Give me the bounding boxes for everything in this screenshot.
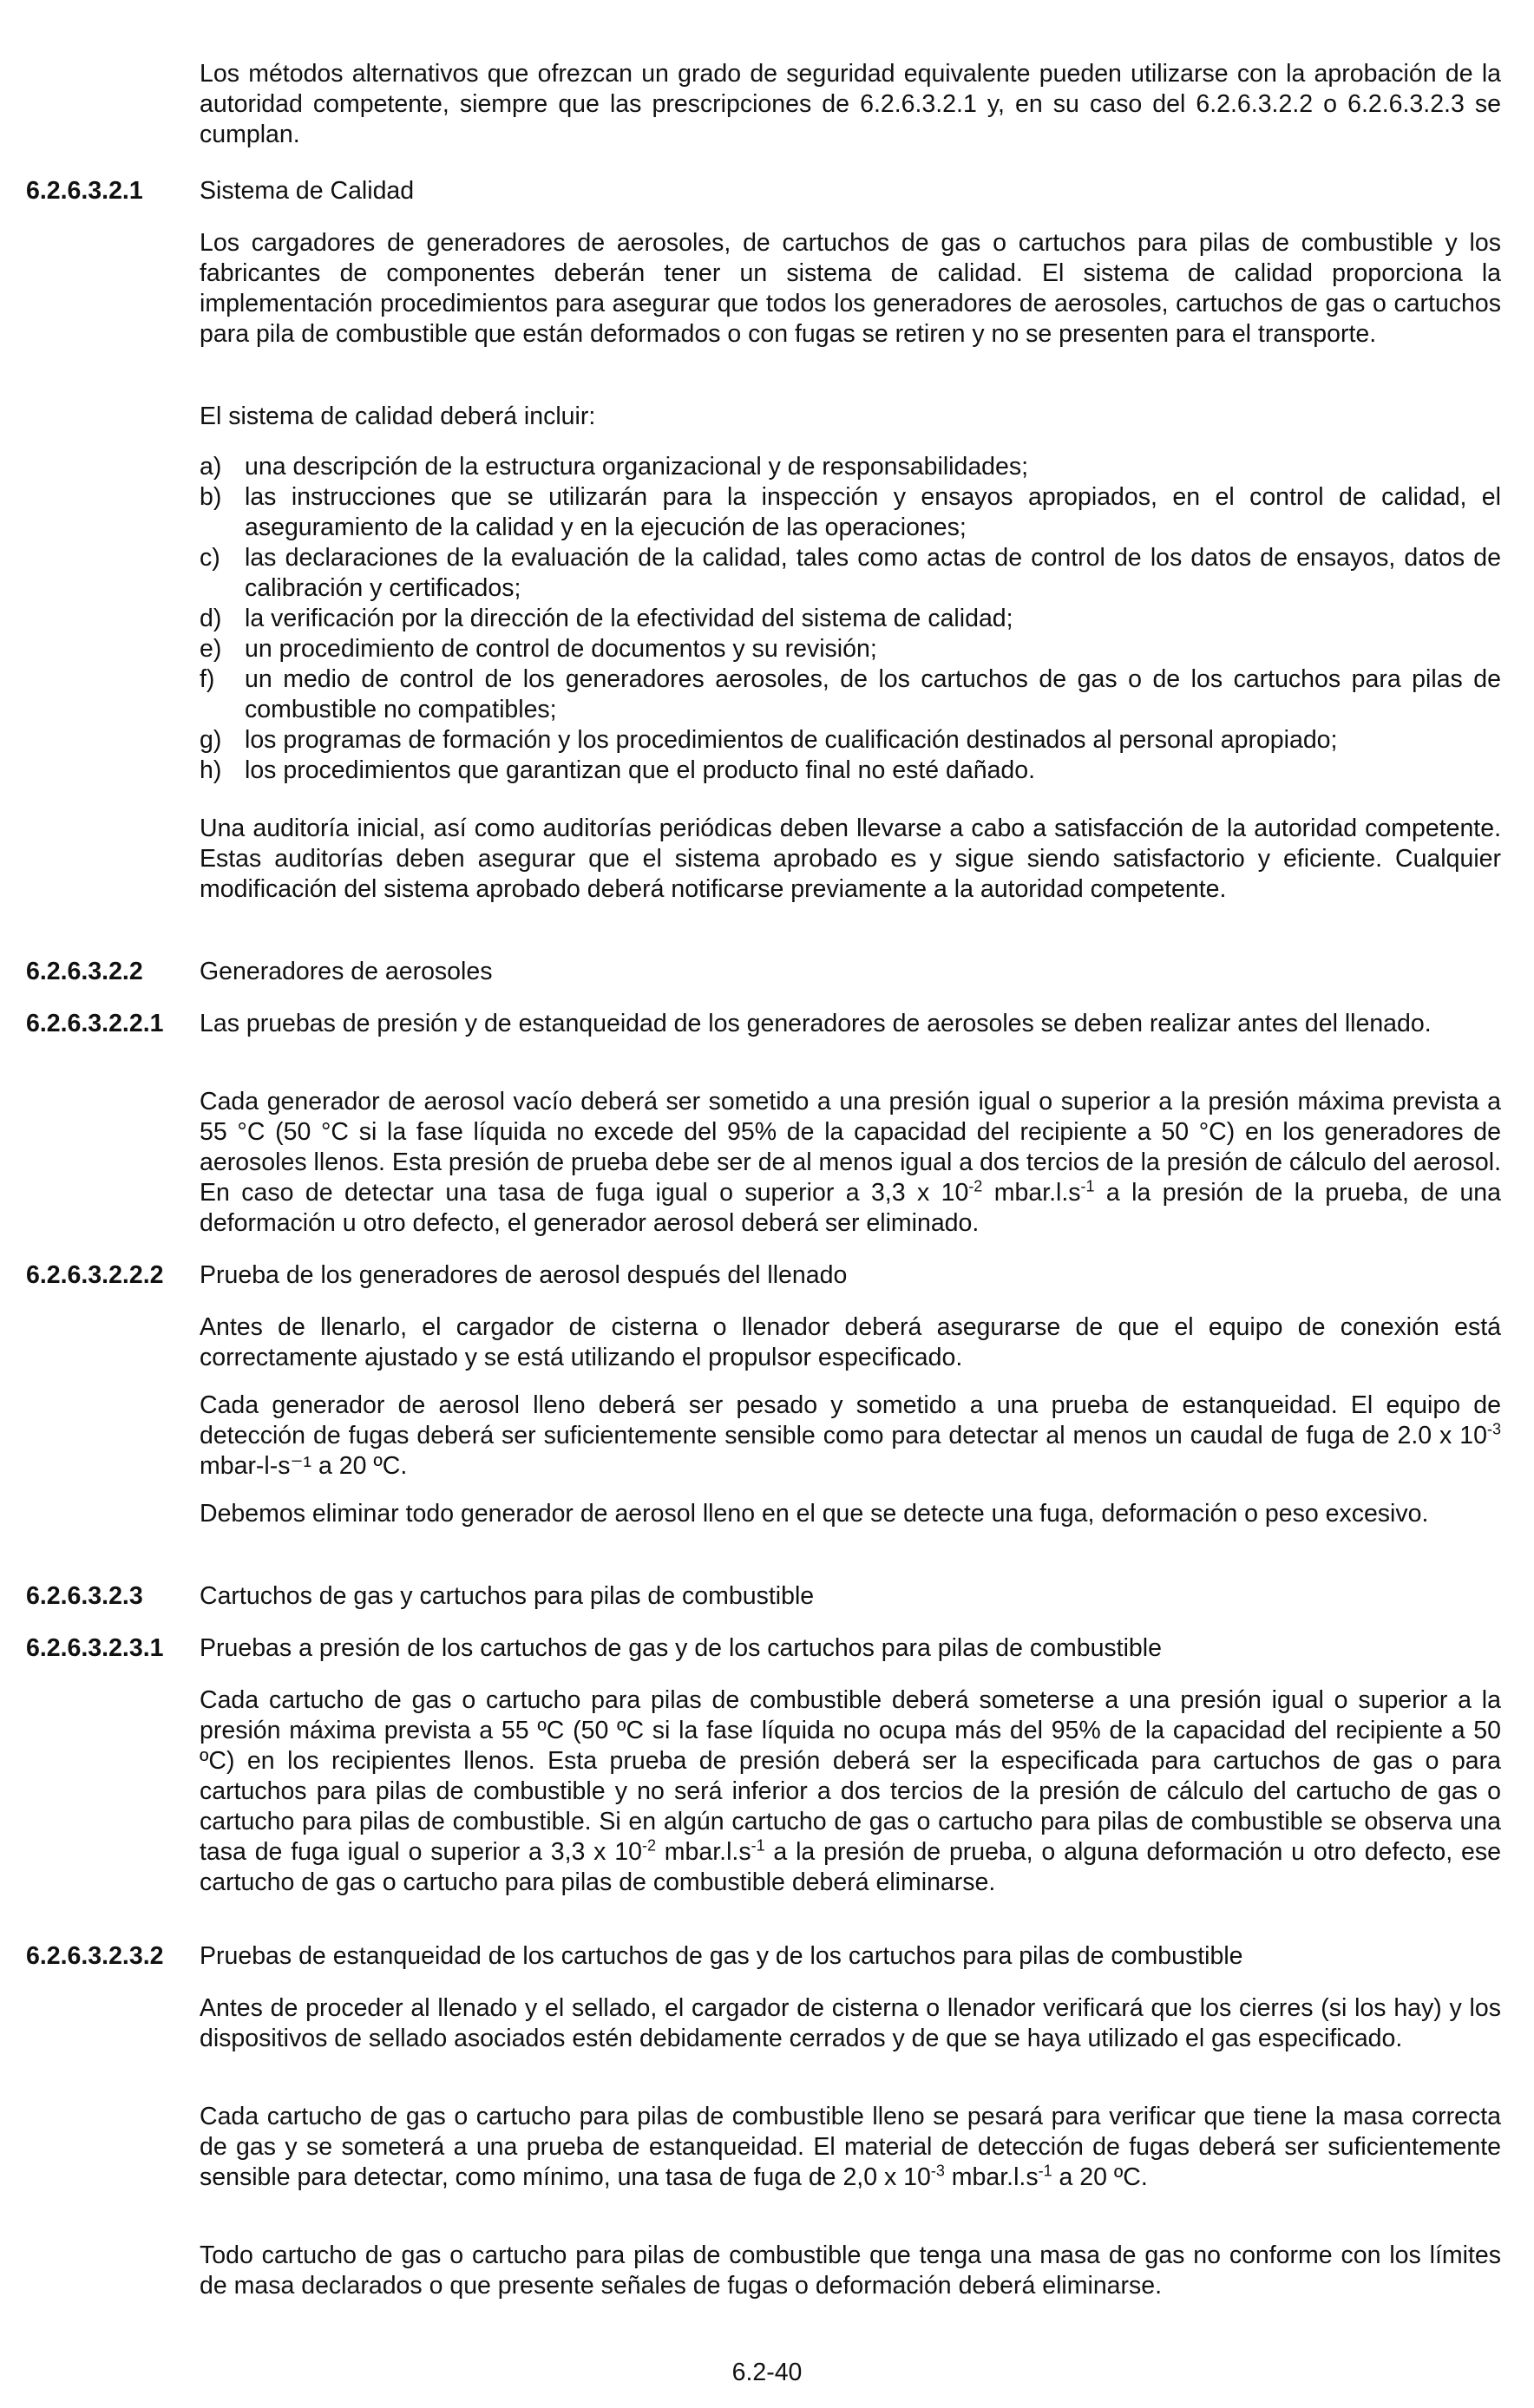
section-number-6-2-6-3-2-3-1: 6.2.6.3.2.3.1	[26, 1634, 164, 1662]
quality-system-paragraph: Los cargadores de generadores de aerosoles, de cartuchos de gas o cartuchos para pilas de combustible y los fabricantes de componentes deberán tener un sistema de calidad. El sistema de calidad proporciona la implementación procedimientos para asegurar que todos los generadores de aerosoles, cartuchos de gas o cartuchos para pila de combustible que están deformados o con fugas se retiren y no se presenten para el transporte.	[200, 229, 1501, 348]
section-number-6-2-6-3-2-3-2: 6.2.6.3.2.3.2	[26, 1942, 164, 1970]
list-item: b) las instrucciones que se utilizarán para la inspección y ensayos apropiados, en el control de calidad, el aseguramiento de la calidad y en la ejecución de las operaciones;	[200, 483, 1501, 541]
filling-check-paragraph: Antes de llenarlo, el cargador de cisterna o llenador deberá asegurarse de que el equipo de conexión está correctamente ajustado y se está utilizando el propulsor especificado.	[200, 1313, 1501, 1371]
section-number-6-2-6-3-2-1: 6.2.6.3.2.1	[26, 177, 143, 205]
cartridge-leak-paragraph: Cada cartucho de gas o cartucho para pilas de combustible lleno se pesará para verificar que tiene la masa correcta de gas y se someterá a una prueba de estanqueidad. El material de detección de fugas deberá ser suficientemente sensible para detectar, como mínimo, una tasa de fuga de 2,0 x $10^{-3}$ $mbar.l.s^{-1}$ a 20 ºC.	[200, 2103, 1501, 2191]
list-item: f) un medio de control de los generadores aerosoles, de los cartuchos de gas o de los cartuchos para pilas de combustible no compatibles;	[200, 665, 1501, 723]
intro-paragraph: Los métodos alternativos que ofrezcan un grado de seguridad equivalente pueden utilizarse con la aprobación de la autoridad competente, siempre que las prescripciones de 6.2.6.3.2.1 y, en su caso del 6.2.6.3.2.2 o 6.2.6.3.2.3 se cumplan.	[200, 60, 1501, 148]
sealing-check-paragraph: Antes de proceder al llenado y el sellado, el cargador de cisterna o llenador verificará que los cierres (si los hay) y los dispositivos de sellado asociados estén debidamente cerrados y de que se haya utilizado el gas especificado.	[200, 1994, 1501, 2052]
cartridge-pressure-paragraph: Cada cartucho de gas o cartucho para pilas de combustible deberá someterse a una presión igual o superior a la presión máxima prevista a 55 ºC (50 ºC si la fase líquida no ocupa más del 95% de la capacidad del recipiente a 50 ºC) en los recipientes llenos. Esta prueba de presión deberá ser la especificada para cartuchos de gas o para cartuchos para pilas de combustible y no será inferior a dos tercios de la presión de cálculo del cartucho de gas o cartucho para pilas de combustible. Si en algún cartucho de gas o cartucho para pilas de combustible se observa una tasa de fuga igual o superior a 3,3 x $10^{-2}$ $mbar.l.s^{-1}$ a la presión de prueba, o alguna deformación u otro defecto, ese cartucho de gas o cartucho para pilas de combustible deberá eliminarse.	[200, 1686, 1501, 1896]
quality-system-include-label: El sistema de calidad deberá incluir:	[200, 402, 596, 430]
list-item: a) una descripción de la estructura organizacional y de responsabilidades;	[200, 453, 1029, 481]
section-title-generadores: Generadores de aerosoles	[200, 958, 493, 985]
list-item: g) los programas de formación y los procedimientos de cualificación destinados al personal apropiado;	[200, 726, 1338, 754]
section-title-pruebas-estanqueidad: Pruebas de estanqueidad de los cartuchos de gas y de los cartuchos para pilas de combustible	[200, 1942, 1243, 1970]
elimination-paragraph: Debemos eliminar todo generador de aerosol lleno en el que se detecte una fuga, deformación o peso excesivo.	[200, 1500, 1429, 1528]
section-number-6-2-6-3-2-3: 6.2.6.3.2.3	[26, 1582, 143, 1610]
cartridge-elimination-paragraph: Todo cartucho de gas o cartucho para pilas de combustible que tenga una masa de gas no conforme con los límites de masa declarados o que presente señales de fugas o deformación deberá eliminarse.	[200, 2241, 1501, 2300]
list-item: e) un procedimiento de control de documentos y su revisión;	[200, 635, 877, 663]
section-title-pruebas-presion: Pruebas a presión de los cartuchos de gas y de los cartuchos para pilas de combustible	[200, 1634, 1162, 1662]
section-title-cartuchos: Cartuchos de gas y cartuchos para pilas de combustible	[200, 1582, 815, 1610]
section-number-6-2-6-3-2-2-1: 6.2.6.3.2.2.1	[26, 1010, 164, 1037]
section-number-6-2-6-3-2-2-2: 6.2.6.3.2.2.2	[26, 1261, 164, 1289]
audit-paragraph: Una auditoría inicial, así como auditorías periódicas deben llevarse a cabo a satisfacción de la autoridad competente. Estas auditorías deben asegurar que el sistema aprobado es y sigue siendo satisfactorio y eficiente. Cualquier modificación del sistema aprobado deberá notificarse previamente a la autoridad competente.	[200, 815, 1501, 903]
page-number: 6.2-40	[731, 2359, 803, 2386]
pressure-test-paragraph: Cada generador de aerosol vacío deberá ser sometido a una presión igual o superior a la presión máxima prevista a 55 °C (50 °C si la fase líquida no excede del 95% de la capacidad del recipiente a 50 °C) en los generadores de aerosoles llenos. Esta presión de prueba debe ser de al menos igual a dos tercios de la presión de cálculo del aerosol. En caso de detectar una tasa de fuga igual o superior a 3,3 x $10^{-2}$ $mbar.l.s^{-1}$ a la presión de la prueba, de una deformación u otro defecto, el generador aerosol deberá ser eliminado.	[200, 1088, 1501, 1237]
list-item: d) la verificación por la dirección de la efectividad del sistema de calidad;	[200, 605, 1013, 632]
pressure-test-intro: Las pruebas de presión y de estanqueidad de los generadores de aerosoles se deben realizar antes del llenado.	[200, 1010, 1432, 1037]
section-title-sistema-calidad: Sistema de Calidad	[200, 177, 415, 205]
quality-system-list	[200, 452, 1501, 786]
list-item: c) las declaraciones de la evaluación de la calidad, tales como actas de control de los datos de ensayos, datos de calibración y certificados;	[200, 544, 1501, 602]
list-item: h) los procedimientos que garantizan que el producto final no esté dañado.	[200, 756, 1036, 784]
leak-test-paragraph: Cada generador de aerosol lleno deberá ser pesado y sometido a una prueba de estanqueidad. El equipo de detección de fugas deberá ser suficientemente sensible como para detectar al menos un caudal de fuga de 2.0 x $10^{-3}$ mbar-l-s⁻¹ a 20 ºC.	[200, 1391, 1501, 1480]
section-title-prueba-llenado: Prueba de los generadores de aerosol después del llenado	[200, 1261, 848, 1289]
section-number-6-2-6-3-2-2: 6.2.6.3.2.2	[26, 958, 143, 985]
